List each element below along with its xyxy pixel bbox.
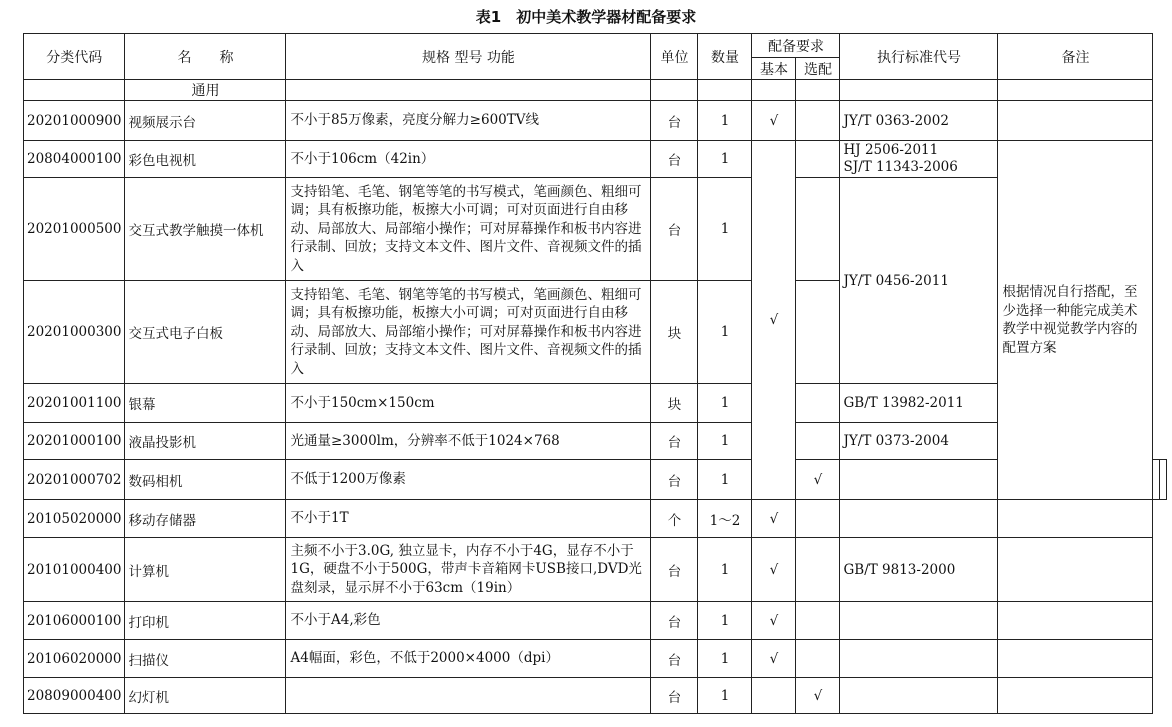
basic-check: √ (752, 538, 796, 602)
table-row: 20804000100 彩色电视机 不小于106cm（42in） 台 1 √ HJ 2506-2011 SJ/T 11343-2006 根据情况自行搭配，至少选择一种能完成美术教学中视觉教学内容的配置方案 (24, 141, 1167, 178)
basic-check: √ (752, 101, 796, 141)
table-row: 20106000100 打印机 不小于A4,彩色 台 1 √ (24, 602, 1167, 640)
basic-check: √ (752, 602, 796, 640)
basic-check-merged: √ (752, 141, 796, 500)
table-row: 20201000702 数码相机 不低于1200万像素 台 1 √ (24, 460, 1167, 500)
table-row: 20201001100 银幕 不小于150cm×150cm 块 1 GB/T 13982-2011 (24, 384, 1167, 423)
header-qty: 数量 (698, 34, 752, 80)
header-row (24, 34, 1167, 58)
table-row: 20101000400 计算机 主频不小于3.0G, 独立显卡，内存不小于4G，显存不小于1G，硬盘不小于500G，带声卡音箱网卡USB接口,DVD光盘刻录，显示屏不小于63cm（19in） 台 1 √ GB/T 9813-2000 (24, 538, 1167, 602)
optional-check: √ (796, 678, 840, 714)
header-spec: 规格 型号 功能 (286, 34, 651, 80)
header-standard: 执行标准代号 (840, 34, 998, 80)
header-name: 名 称 (125, 34, 286, 80)
basic-check: √ (796, 460, 840, 500)
header-unit: 单位 (651, 34, 698, 80)
table-row: 20201000300 交互式电子白板 支持铅笔、毛笔、钢笔等笔的书写模式，笔画颜色、粗细可调；具有板擦功能，板擦大小可调；可对页面进行自由移动、局部放大、局部缩小操作；可对屏幕操作和板书内容进行录制、回放；支持文本文件、图片文件、音视频文件的插入 块 1 (24, 281, 1167, 384)
merged-note: 根据情况自行搭配，至少选择一种能完成美术教学中视觉教学内容的配置方案 (998, 141, 1153, 500)
basic-check: √ (752, 500, 796, 538)
equipment-table (23, 33, 1167, 714)
header-optional: 选配 (796, 58, 840, 80)
table-row: 20201000100 液晶投影机 光通量≥3000lm，分辨率不低于1024×768 台 1 JY/T 0373-2004 (24, 423, 1167, 460)
basic-check: √ (752, 640, 796, 678)
table-title: 表1 初中美术教学器材配备要求 (475, 8, 697, 26)
group-row (24, 80, 1167, 101)
table-row: 20201000500 交互式教学触摸一体机 支持铅笔、毛笔、钢笔等笔的书写模式，笔画颜色、粗细可调；具有板擦功能，板擦大小可调；可对页面进行自由移动、局部放大、局部缩小操作；可对屏幕操作和板书内容进行录制、回放；支持文本文件、图片文件、音视频文件的插入 台 1 JY/T 0456-2011 (24, 178, 1167, 281)
standard-multi: HJ 2506-2011 SJ/T 11343-2006 (840, 141, 998, 178)
header-requirement: 配备要求 (752, 34, 840, 58)
table-row: 20105020000 移动存储器 不小于1T 个 1～2 √ (24, 500, 1167, 538)
header-note: 备注 (998, 34, 1153, 80)
header-basic: 基本 (752, 58, 796, 80)
group-label: 通用 (125, 80, 286, 101)
table-row: 20201000900 视频展示台 不小于85万像素，亮度分解力≥600TV线 台 1 √ JY/T 0363-2002 (24, 101, 1167, 141)
header-code: 分类代码 (24, 34, 125, 80)
table-row: 20106020000 扫描仪 A4幅面，彩色，不低于2000×4000（dpi） 台 1 √ (24, 640, 1167, 678)
table-row: 20809000400 幻灯机 台 1 √ (24, 678, 1167, 714)
